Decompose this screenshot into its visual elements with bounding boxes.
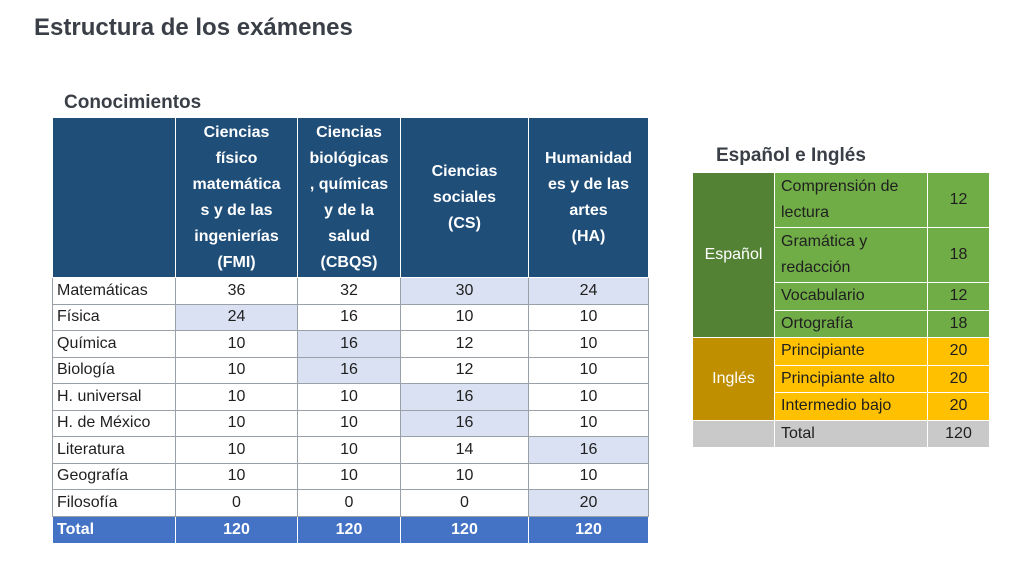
header-line: Humanidad bbox=[544, 149, 633, 167]
total-value: 120 bbox=[928, 420, 990, 447]
header-line: s y de las bbox=[200, 201, 273, 219]
item-value: 18 bbox=[928, 228, 990, 283]
item-value: 20 bbox=[928, 338, 990, 366]
total-value: 120 bbox=[176, 516, 298, 543]
score-cell: 10 bbox=[176, 357, 298, 384]
score-cell: 10 bbox=[529, 410, 649, 437]
score-cell: 14 bbox=[401, 437, 529, 464]
score-cell: 36 bbox=[176, 278, 298, 305]
score-cell: 10 bbox=[298, 384, 401, 411]
score-cell: 30 bbox=[401, 278, 529, 305]
page-title: Estructura de los exámenes bbox=[34, 14, 353, 41]
header-fmi bbox=[176, 118, 298, 278]
score-cell: 10 bbox=[176, 331, 298, 358]
item-value: 12 bbox=[928, 283, 990, 311]
subject-cell: Química bbox=[53, 331, 176, 358]
total-empty-cell bbox=[693, 420, 775, 447]
conocimientos-title: Conocimientos bbox=[64, 92, 202, 113]
table-row bbox=[693, 338, 990, 366]
score-cell: 10 bbox=[176, 410, 298, 437]
ingles-group-label: Inglés bbox=[693, 338, 775, 421]
score-cell: 0 bbox=[176, 490, 298, 517]
subject-cell: Literatura bbox=[53, 437, 176, 464]
subject-cell: H. de México bbox=[53, 410, 176, 437]
header-line: (FMI) bbox=[217, 253, 256, 271]
score-cell: 10 bbox=[298, 463, 401, 490]
table-row bbox=[53, 463, 649, 490]
score-cell: 10 bbox=[529, 331, 649, 358]
item-label: Gramática y redacción bbox=[775, 228, 928, 283]
subject-cell: Filosofía bbox=[53, 490, 176, 517]
score-cell: 12 bbox=[401, 357, 529, 384]
subject-cell: Biología bbox=[53, 357, 176, 384]
item-value: 12 bbox=[928, 173, 990, 228]
item-label: Principiante bbox=[775, 338, 928, 366]
header-cs bbox=[401, 118, 529, 278]
score-cell: 24 bbox=[176, 304, 298, 331]
total-value: 120 bbox=[401, 516, 529, 543]
table-row bbox=[53, 490, 649, 517]
total-row bbox=[693, 420, 990, 447]
item-label: Intermedio bajo bbox=[775, 393, 928, 421]
score-cell: 10 bbox=[298, 410, 401, 437]
table-row bbox=[53, 384, 649, 411]
header-line: (CS) bbox=[448, 214, 481, 232]
score-cell: 20 bbox=[529, 490, 649, 517]
header-ha bbox=[529, 118, 649, 278]
total-value: 120 bbox=[529, 516, 649, 543]
header-line: físico bbox=[215, 149, 258, 167]
table-row bbox=[53, 304, 649, 331]
subject-cell: H. universal bbox=[53, 384, 176, 411]
espanol-ingles-title: Español e Inglés bbox=[716, 145, 866, 166]
score-cell: 24 bbox=[529, 278, 649, 305]
score-cell: 12 bbox=[401, 331, 529, 358]
header-line: Ciencias bbox=[316, 123, 382, 141]
score-cell: 32 bbox=[298, 278, 401, 305]
score-cell: 10 bbox=[298, 437, 401, 464]
item-label: Ortografía bbox=[775, 310, 928, 338]
header-corner-cell bbox=[53, 118, 176, 278]
total-label: Total bbox=[775, 420, 928, 447]
item-label: Vocabulario bbox=[775, 283, 928, 311]
table-row bbox=[53, 410, 649, 437]
table-row bbox=[53, 437, 649, 464]
header-line: Ciencias bbox=[203, 123, 270, 141]
score-cell: 16 bbox=[298, 331, 401, 358]
item-value: 20 bbox=[928, 365, 990, 393]
total-row bbox=[53, 516, 649, 543]
header-line: biológicas bbox=[309, 149, 389, 167]
score-cell: 16 bbox=[401, 410, 529, 437]
table-header-row bbox=[53, 118, 649, 278]
score-cell: 16 bbox=[298, 304, 401, 331]
score-cell: 10 bbox=[176, 437, 298, 464]
table-row bbox=[53, 331, 649, 358]
table-row bbox=[53, 357, 649, 384]
header-line: , químicas bbox=[309, 175, 389, 193]
header-line: salud bbox=[328, 227, 370, 245]
subject-cell: Matemáticas bbox=[53, 278, 176, 305]
total-label: Total bbox=[53, 516, 176, 543]
score-cell: 10 bbox=[401, 304, 529, 331]
score-cell: 10 bbox=[529, 357, 649, 384]
item-label: Principiante alto bbox=[775, 365, 928, 393]
header-line: (HA) bbox=[571, 227, 606, 245]
header-line: artes bbox=[569, 201, 608, 219]
score-cell: 10 bbox=[401, 463, 529, 490]
conocimientos-table bbox=[52, 117, 649, 544]
header-line: es y de las bbox=[548, 175, 629, 193]
espanol-group-label: Español bbox=[693, 173, 775, 338]
score-cell: 10 bbox=[529, 304, 649, 331]
score-cell: 10 bbox=[176, 384, 298, 411]
score-cell: 0 bbox=[298, 490, 401, 517]
score-cell: 16 bbox=[529, 437, 649, 464]
score-cell: 10 bbox=[176, 463, 298, 490]
subject-cell: Física bbox=[53, 304, 176, 331]
header-cbqs bbox=[298, 118, 401, 278]
header-line: ingenierías bbox=[194, 227, 279, 245]
score-cell: 0 bbox=[401, 490, 529, 517]
score-cell: 16 bbox=[298, 357, 401, 384]
header-line: Ciencias bbox=[431, 162, 498, 180]
subject-cell: Geografía bbox=[53, 463, 176, 490]
header-line: (CBQS) bbox=[320, 253, 378, 271]
header-line: matemática bbox=[192, 175, 281, 193]
item-value: 18 bbox=[928, 310, 990, 338]
score-cell: 10 bbox=[529, 384, 649, 411]
header-line: y de la bbox=[324, 201, 374, 219]
table-row bbox=[53, 278, 649, 305]
score-cell: 16 bbox=[401, 384, 529, 411]
total-value: 120 bbox=[298, 516, 401, 543]
score-cell: 10 bbox=[529, 463, 649, 490]
item-label: Comprensión de lectura bbox=[775, 173, 928, 228]
table-row bbox=[693, 173, 990, 228]
espanol-ingles-table bbox=[692, 172, 990, 448]
item-value: 20 bbox=[928, 393, 990, 421]
header-line: sociales bbox=[432, 188, 497, 206]
